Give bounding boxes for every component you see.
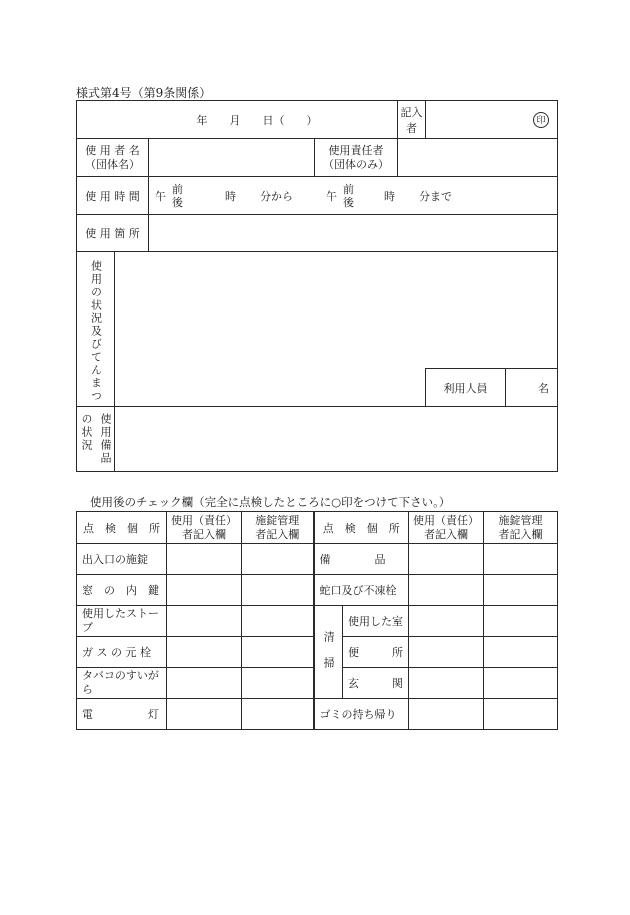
resp-label: 使用責任者 <box>328 143 384 157</box>
place-label: 使 用 箇 所 <box>85 227 140 240</box>
am-end: 前 <box>343 182 354 196</box>
item-header-label: 点 検 個 所 <box>83 521 160 535</box>
equip-label-col2: 使用備品 <box>99 413 112 465</box>
user-header-sub-right: 者記入欄 <box>424 527 468 541</box>
check-cell[interactable] <box>409 575 484 606</box>
check-item: 備 品 <box>314 544 409 575</box>
checklist-header-row <box>77 512 558 544</box>
form-number-title: 様式第4号（第9条関係） <box>76 86 212 100</box>
ampm-label-end: 午 <box>326 189 337 203</box>
check-cell[interactable] <box>409 637 484 668</box>
mgr-header <box>242 512 314 544</box>
checklist-table <box>76 511 558 730</box>
status-label: 使用の状況及びてんまつ <box>89 260 103 403</box>
people-unit: 名 <box>538 381 549 395</box>
from-label: 分から <box>260 189 293 203</box>
check-cell[interactable] <box>242 637 314 668</box>
people-count-field[interactable] <box>506 369 558 407</box>
table-row <box>77 606 558 637</box>
ampm-choice-start <box>172 183 183 209</box>
table-row <box>77 699 558 730</box>
check-item: 窓 の 内 鍵 <box>77 575 167 606</box>
usage-report-table <box>76 100 558 472</box>
check-cell[interactable] <box>409 544 484 575</box>
check-cell[interactable] <box>484 575 558 606</box>
check-cell[interactable] <box>167 544 242 575</box>
check-cell[interactable] <box>484 606 558 637</box>
date-line: 年 月 日（ ） <box>196 113 318 127</box>
status-field-lower[interactable] <box>115 369 426 407</box>
time-label-cell <box>77 177 149 215</box>
check-cell[interactable] <box>484 699 558 730</box>
check-cell[interactable] <box>409 699 484 730</box>
resp-label-sub: （団体のみ） <box>323 157 389 171</box>
ampm-label-start: 午 <box>155 189 166 203</box>
user-header-label: 使用（責任） <box>171 513 237 527</box>
check-cell[interactable] <box>242 699 314 730</box>
check-cell[interactable] <box>167 637 242 668</box>
hour-end: 時 <box>384 189 395 203</box>
user-header <box>167 512 242 544</box>
check-item: 使用した室 <box>343 606 409 637</box>
check-item: タバコのすいがら <box>77 668 167 699</box>
status-label-cell <box>77 252 115 407</box>
am-start: 前 <box>172 182 183 196</box>
place-label-cell <box>77 215 149 252</box>
date-field[interactable] <box>77 101 398 139</box>
mgr-header-label-right: 施錠管理 <box>498 513 543 527</box>
item-header-right <box>314 512 409 544</box>
time-field[interactable] <box>149 177 558 215</box>
place-row <box>77 215 558 252</box>
pm-end: 後 <box>343 195 354 209</box>
checklist-title: 使用後のチェック欄（完全に点検したところに○印をつけて下さい。） <box>90 495 451 509</box>
resp-name-field[interactable] <box>398 139 558 177</box>
check-item: 電 灯 <box>77 699 167 730</box>
check-cell[interactable] <box>242 575 314 606</box>
cleaning-label-cell <box>314 606 343 699</box>
check-cell[interactable] <box>484 544 558 575</box>
table-row <box>77 575 558 606</box>
check-item: 便 所 <box>343 637 409 668</box>
writer-label: 記入者 <box>400 105 423 135</box>
check-cell[interactable] <box>167 575 242 606</box>
check-cell[interactable] <box>409 606 484 637</box>
user-header-label-right: 使用（責任） <box>413 513 479 527</box>
writer-label-cell <box>398 101 426 139</box>
user-label-cell <box>77 139 149 177</box>
equipment-row <box>77 407 558 472</box>
equip-label-col1: の状況 <box>80 413 93 452</box>
check-item: ガ ス の 元 栓 <box>77 637 167 668</box>
item-header <box>77 512 167 544</box>
time-label: 使 用 時 間 <box>85 189 140 203</box>
place-field[interactable] <box>149 215 558 252</box>
mgr-header-right <box>484 512 558 544</box>
user-name-field[interactable] <box>149 139 315 177</box>
item-header-label-right: 点 検 個 所 <box>322 521 400 535</box>
check-cell[interactable] <box>167 668 242 699</box>
equipment-field[interactable] <box>115 407 558 472</box>
status-field[interactable] <box>115 252 558 369</box>
user-header-right <box>409 512 484 544</box>
status-row <box>77 252 558 369</box>
user-label-sub: （団体名） <box>85 157 140 171</box>
check-cell[interactable] <box>167 606 242 637</box>
check-item: 玄 関 <box>343 668 409 699</box>
people-row <box>77 369 558 407</box>
check-item: 使用したストーブ <box>77 606 167 637</box>
user-row <box>77 139 558 177</box>
mgr-header-label: 施錠管理 <box>255 513 300 527</box>
check-item: 蛇口及び不凍栓 <box>314 575 409 606</box>
time-row <box>77 177 558 215</box>
header-row <box>77 101 558 139</box>
seal-stamp-icon: 印 <box>533 112 549 128</box>
ampm-choice-end <box>343 183 354 209</box>
table-row <box>77 544 558 575</box>
check-cell[interactable] <box>484 668 558 699</box>
mgr-header-sub: 者記入欄 <box>255 527 300 541</box>
mgr-header-sub-right: 者記入欄 <box>498 527 543 541</box>
check-item: ゴミの持ち帰り <box>314 699 409 730</box>
equip-label-cell <box>77 407 115 472</box>
people-label: 利用人員 <box>443 381 488 395</box>
hour-start: 時 <box>225 189 236 203</box>
pm-start: 後 <box>172 195 183 209</box>
check-cell[interactable] <box>167 699 242 730</box>
cleaning-label: 清 掃 <box>322 631 336 670</box>
check-cell[interactable] <box>242 606 314 637</box>
resp-label-cell <box>315 139 398 177</box>
check-cell[interactable] <box>409 668 484 699</box>
check-item: 出入口の施錠 <box>77 544 167 575</box>
check-cell[interactable] <box>242 668 314 699</box>
until-label: 分まで <box>419 189 452 203</box>
user-label: 使 用 者 名 <box>85 143 140 157</box>
check-cell[interactable] <box>484 637 558 668</box>
user-header-sub: 者記入欄 <box>182 527 226 541</box>
check-cell[interactable] <box>242 544 314 575</box>
writer-field[interactable] <box>426 101 558 139</box>
people-label-cell <box>426 369 506 407</box>
